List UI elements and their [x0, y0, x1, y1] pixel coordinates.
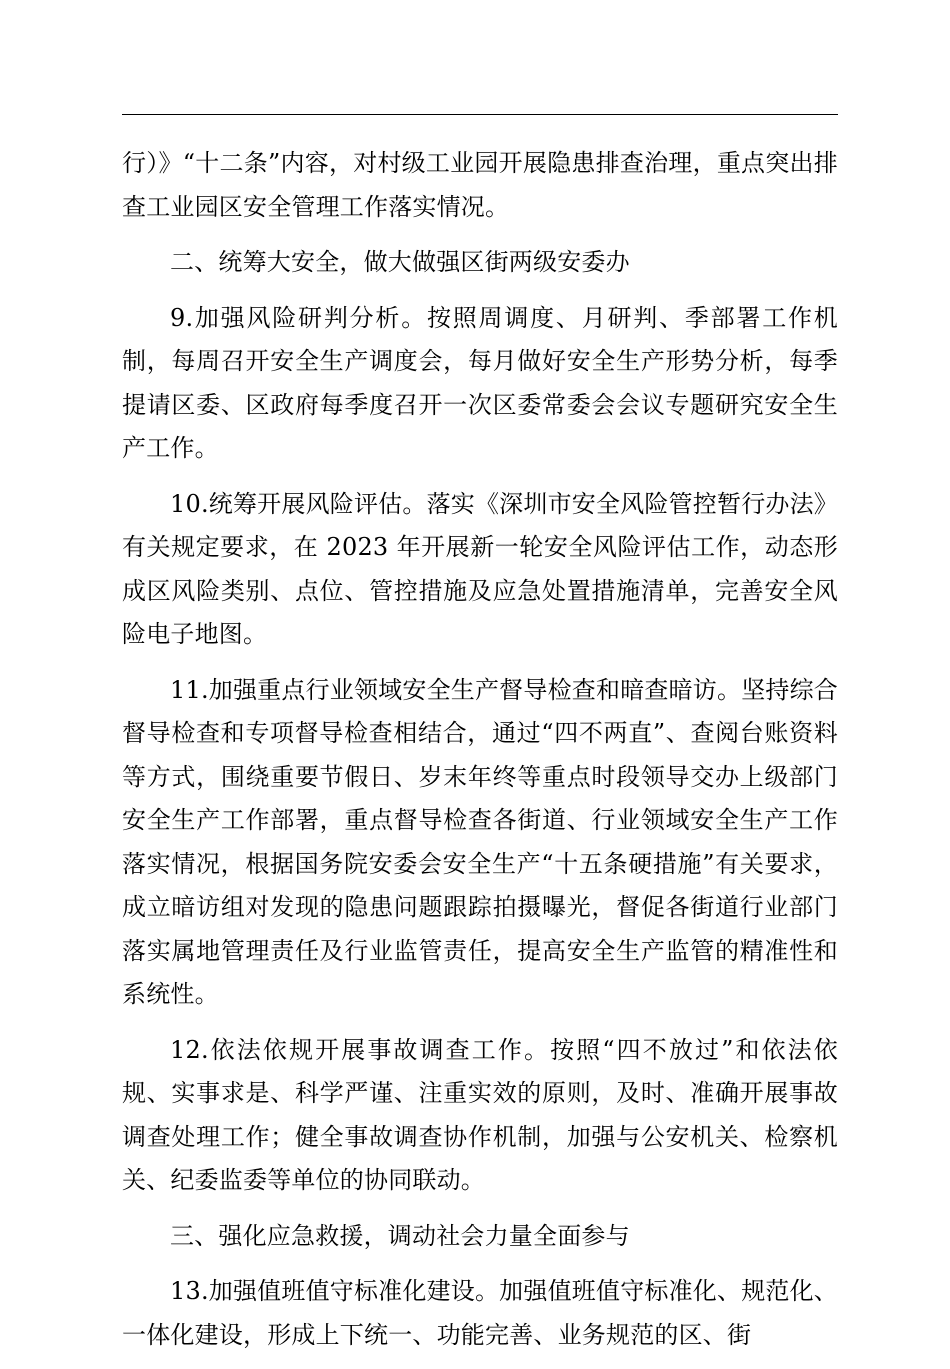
header-rule	[122, 114, 838, 115]
paragraph-item-12: 12.依法依规开展事故调查工作。按照“四不放过”和依法依规、实事求是、科学严谨、注重实效的原则，及时、准确开展事故调查处理工作；健全事故调查协作机制，加强与公安机关、检察机关、纪委监委等单位的协同联动。	[122, 1035, 838, 1194]
paragraph-continuation: 行）》“十二条”内容，对村级工业园开展隐患排查治理，重点突出排查工业园区安全管理工作落实情况。	[122, 149, 838, 221]
document-body	[122, 142, 838, 1369]
section-heading-two: 二、统筹大安全，做大做强区街两级安委办	[170, 248, 630, 276]
paragraph-item-13: 13.加强值班值守标准化建设。加强值班值守标准化、规范化、一体化建设，形成上下统一、功能完善、业务规范的区、街	[122, 1277, 838, 1349]
section-heading-three: 三、强化应急救援，调动社会力量全面参与	[170, 1221, 630, 1250]
paragraph-item-11: 11.加强重点行业领域安全生产督导检查和暗查暗访。坚持综合督导检查和专项督导检查相结合，通过“四不两直”、查阅台账资料等方式，围绕重要节假日、岁末年终等重点时段领导交办上级部门安全生产工作部署，重点督导检查各街道、行业领域安全生产工作落实情况，根据国务院安委会安全生产“十五条硬措施”有关要求，成立暗访组对发现的隐患问题跟踪拍摄曝光，督促各街道行业部门落实属地管理责任及行业监管责任，提高安全生产监管的精准性和系统性。	[122, 675, 838, 1008]
paragraph-item-10: 10.统筹开展风险评估。落实《深圳市安全风险管控暂行办法》有关规定要求，在 2023 年开展新一轮安全风险评估工作，动态形成区风险类别、点位、管控措施及应急处置措施清单，完善安全风险电子地图。	[122, 489, 838, 648]
paragraph-item-9: 9.加强风险研判分析。按照周调度、月研判、季部署工作机制，每周召开安全生产调度会，每月做好安全生产形势分析，每季提请区委、区政府每季度召开一次区委常委会会议专题研究安全生产工作。	[122, 303, 838, 462]
